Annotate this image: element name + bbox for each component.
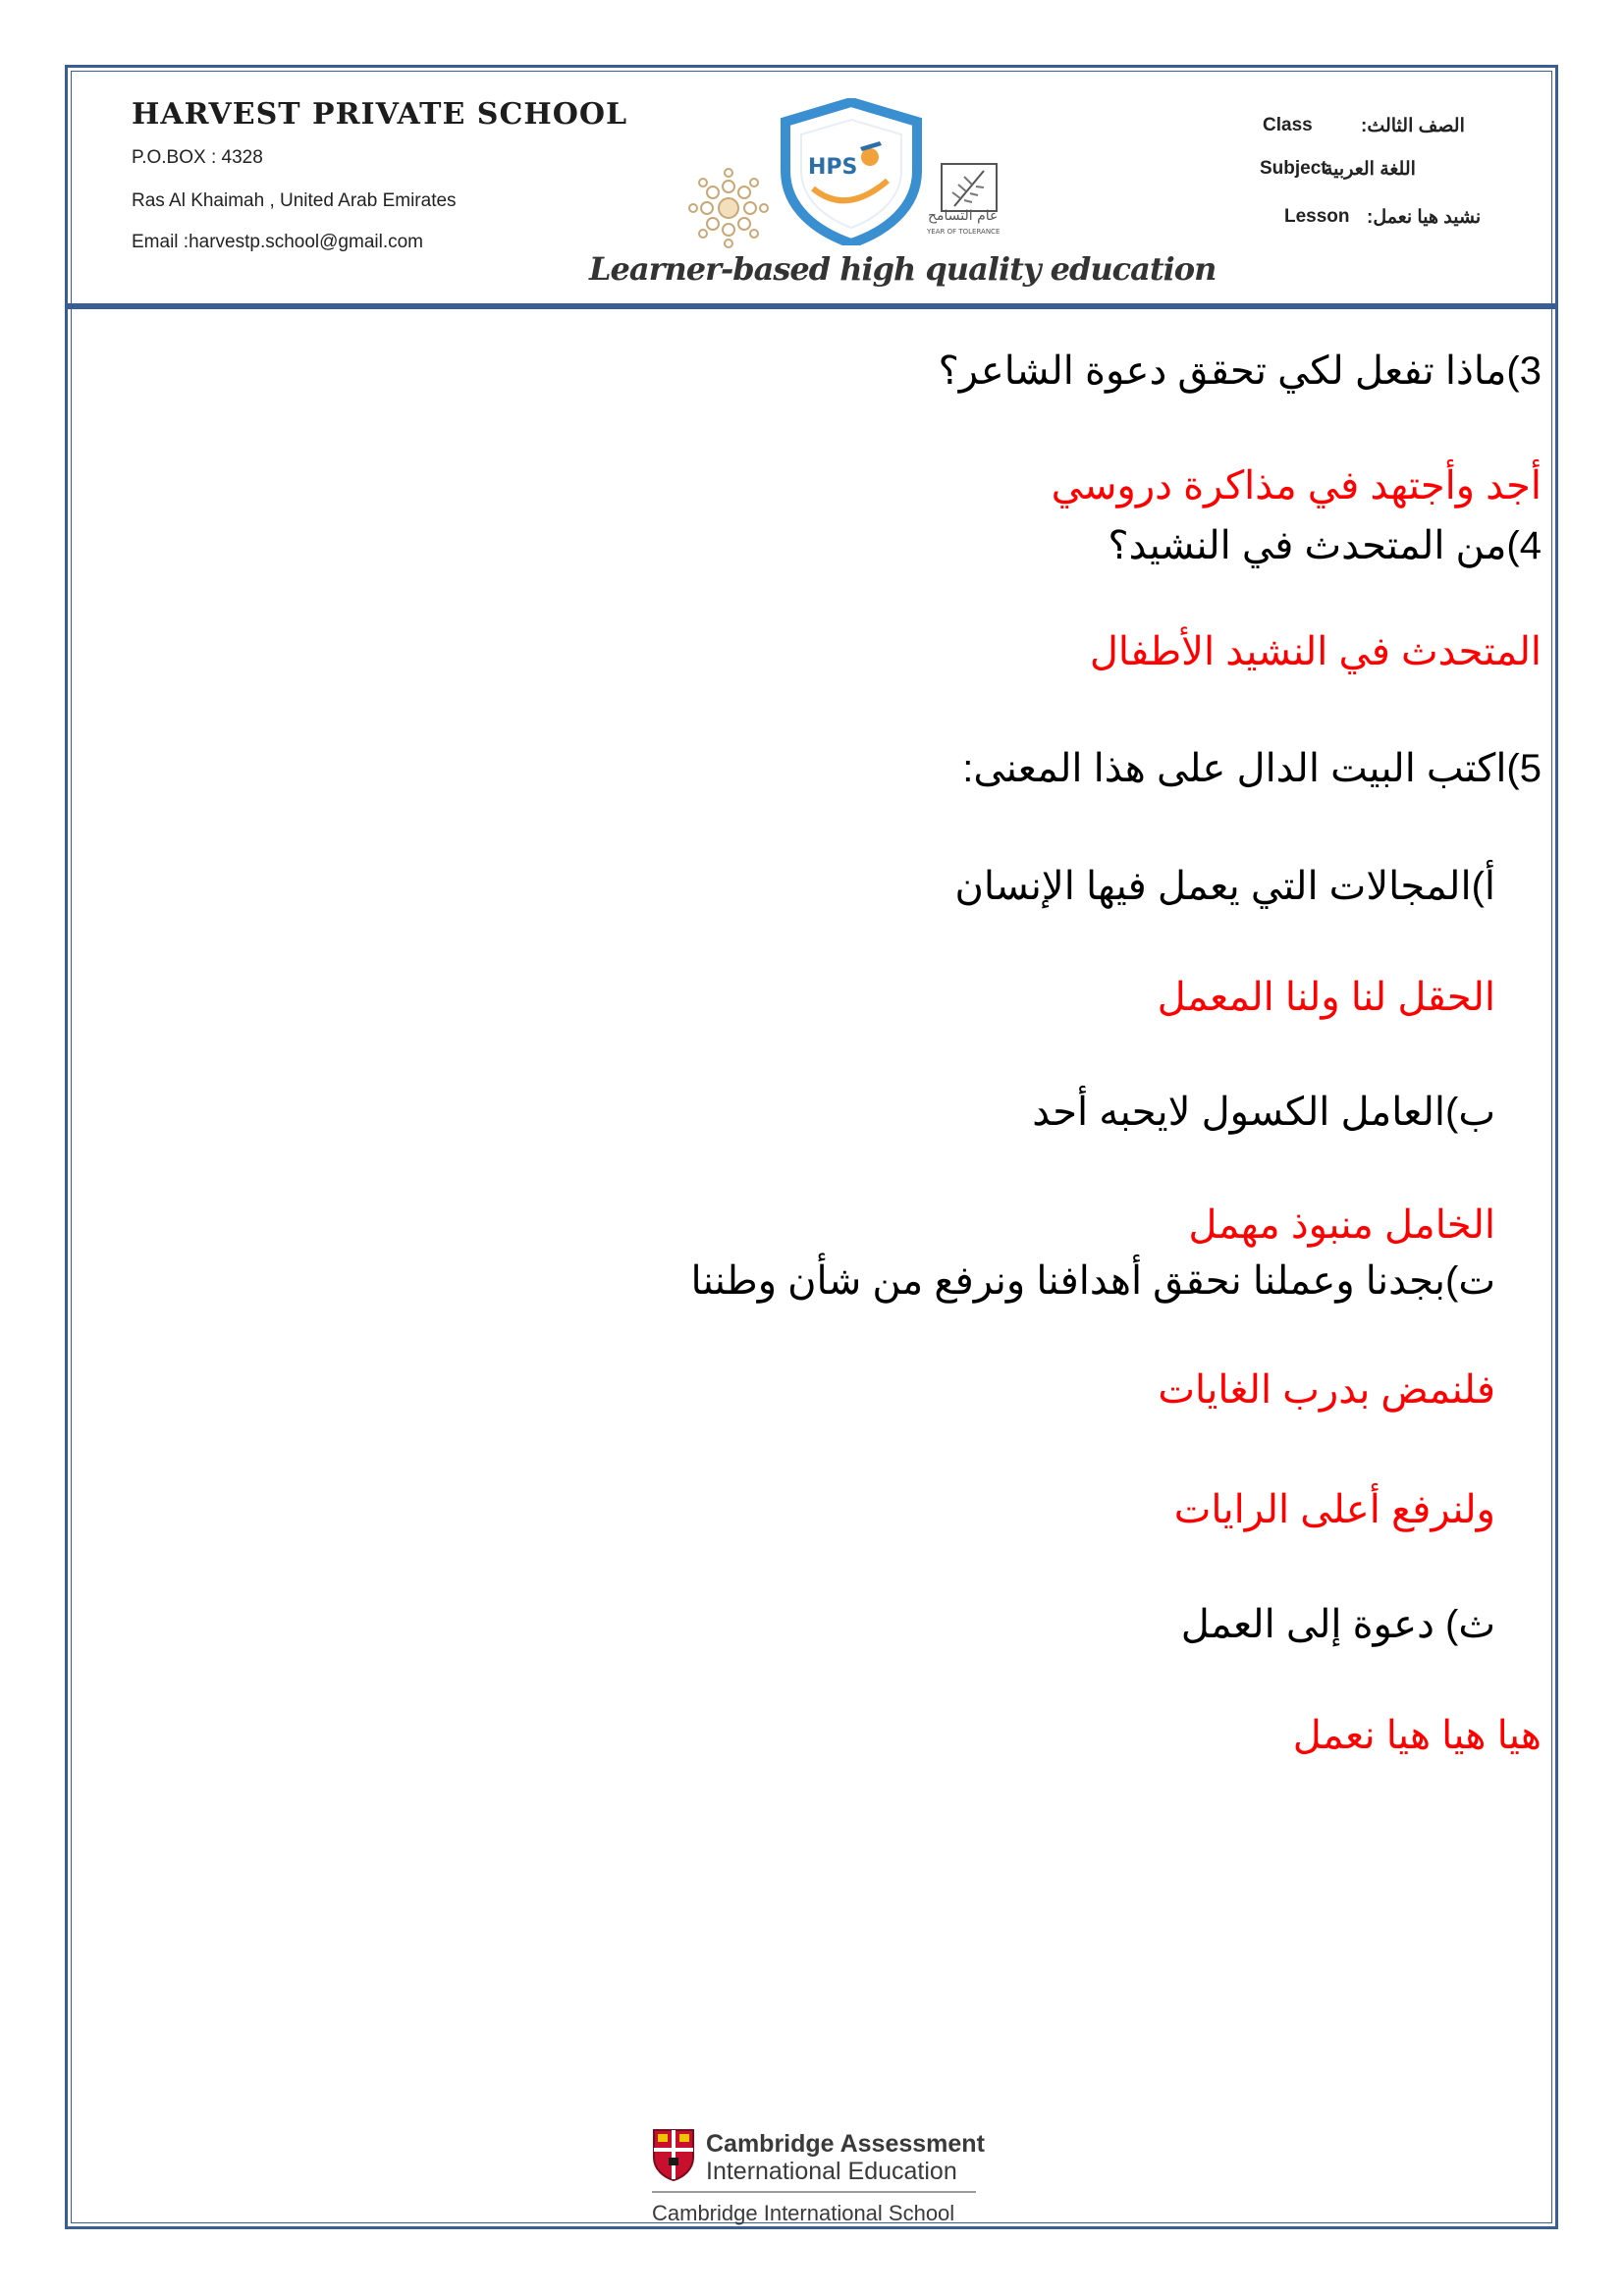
answer-5c-line2: ولنرفع أعلى الرايات bbox=[1173, 1488, 1495, 1531]
answer-3: أجد وأجتهد في مذاكرة دروسي bbox=[1051, 464, 1542, 507]
question-5d: ث) دعوة إلى العمل bbox=[1180, 1603, 1495, 1646]
footer-brand-line2: International Education bbox=[706, 2158, 957, 2185]
cambridge-crest-icon bbox=[652, 2128, 695, 2181]
answer-5c-line1: فلنمض بدرب الغايات bbox=[1158, 1368, 1495, 1412]
question-3: 3)ماذا تفعل لكي تحقق دعوة الشاعر؟ bbox=[938, 349, 1542, 393]
question-5c: ت)بجدنا وعملنا نحقق أهدافنا ونرفع من شأن وطننا bbox=[690, 1259, 1495, 1303]
lesson-value: نشيد هيا نعمل: bbox=[1367, 207, 1482, 228]
answer-5d: هيا هيا هيا نعمل bbox=[1292, 1714, 1542, 1757]
expo-logo-icon bbox=[687, 167, 770, 249]
hps-logo-text: HPS bbox=[808, 155, 858, 180]
question-5b: ب)العامل الكسول لايحبه أحد bbox=[1032, 1091, 1495, 1134]
tolerance-english: YEAR OF TOLERANCE bbox=[927, 228, 1001, 236]
question-4: 4)من المتحدث في النشيد؟ bbox=[1108, 524, 1542, 567]
footer-divider bbox=[652, 2191, 976, 2193]
school-slogan: Learner-based high quality education bbox=[589, 250, 1217, 288]
header-separator bbox=[65, 303, 1558, 309]
question-5a: أ)المجالات التي يعمل فيها الإنسان bbox=[954, 865, 1495, 908]
school-email: Email :harvestp.school@gmail.com bbox=[132, 232, 424, 252]
footer-school-line: Cambridge International School bbox=[652, 2201, 955, 2225]
answer-4: المتحدث في النشيد الأطفال bbox=[1089, 630, 1542, 673]
lesson-label: Lesson bbox=[1284, 206, 1350, 227]
tolerance-arabic: عام التسامح bbox=[928, 208, 999, 224]
year-of-tolerance-logo-icon bbox=[941, 163, 998, 212]
school-name: HARVEST PRIVATE SCHOOL bbox=[132, 97, 628, 132]
class-label: Class bbox=[1263, 115, 1313, 135]
answer-5b: الخامل منبوذ مهمل bbox=[1188, 1203, 1495, 1247]
school-location: Ras Al Khaimah , United Arab Emirates bbox=[132, 190, 457, 211]
footer-brand-line1: Cambridge Assessment bbox=[706, 2130, 985, 2158]
class-value: الصف الثالث: bbox=[1361, 116, 1465, 136]
question-5: 5)اكتب البيت الدال على هذا المعنى: bbox=[962, 747, 1542, 790]
subject-label: Subject bbox=[1260, 158, 1327, 179]
answer-5a: الحقل لنا ولنا المعمل bbox=[1157, 976, 1495, 1019]
subject-value: اللغة العربية bbox=[1324, 159, 1416, 180]
po-box: P.O.BOX : 4328 bbox=[132, 147, 263, 168]
